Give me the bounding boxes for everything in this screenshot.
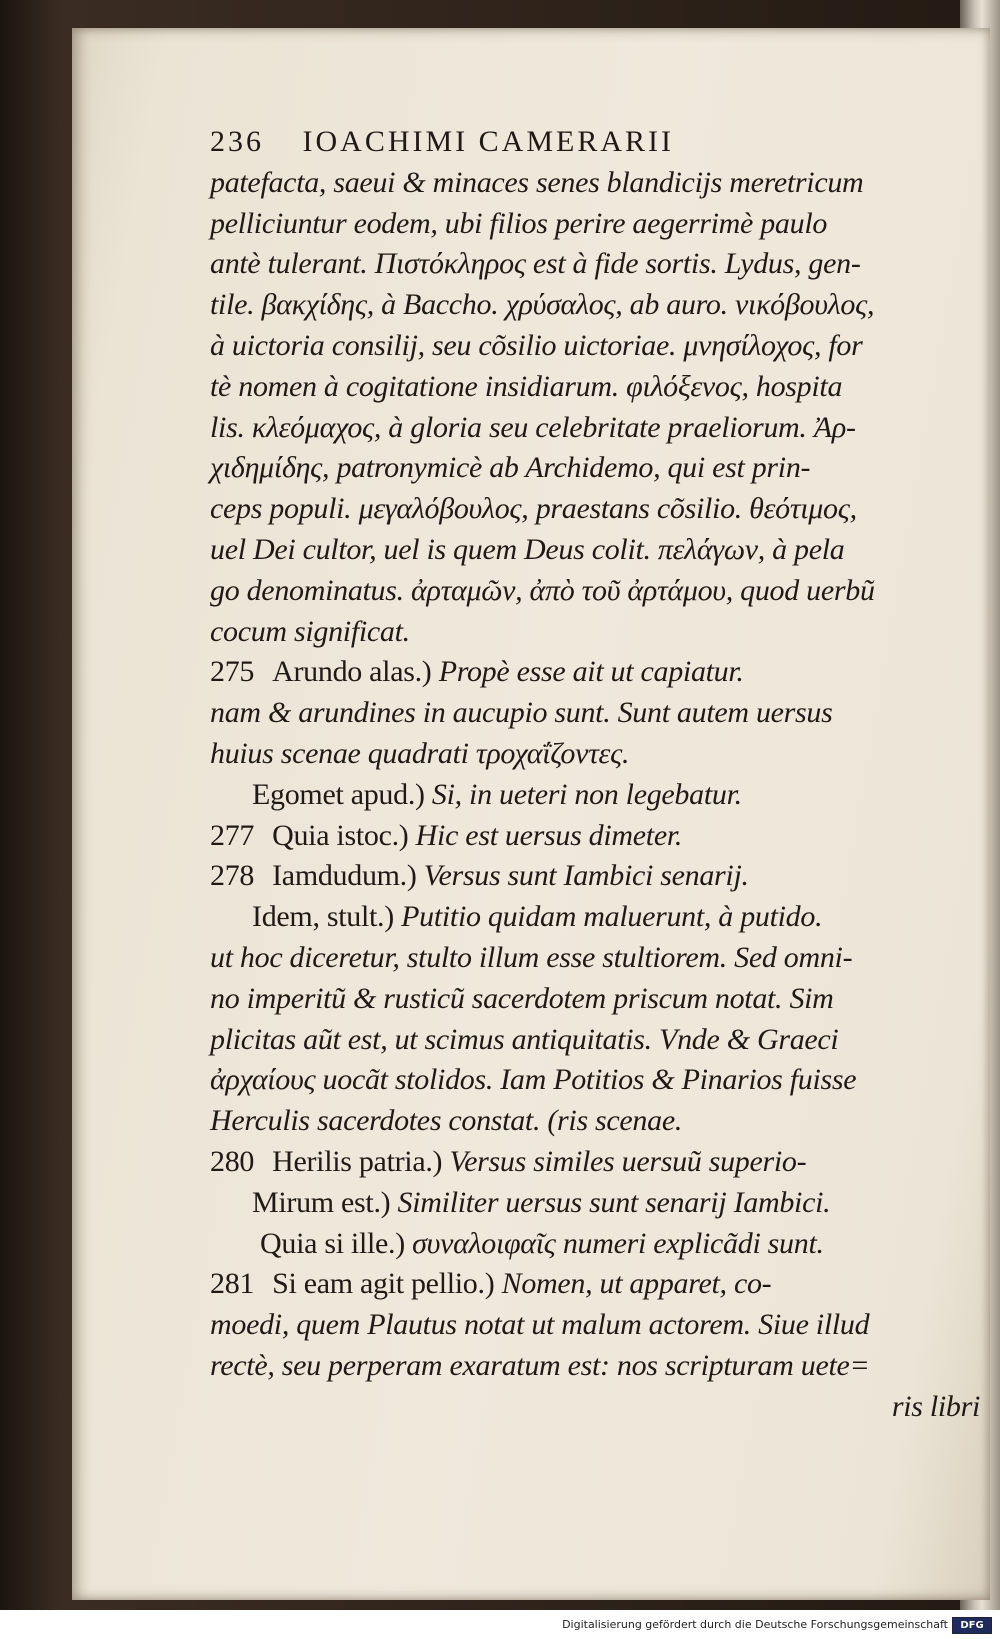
commentary-text: χιδημίδης, patronymicè ab Archidemo, qui est prin- [210, 451, 811, 485]
footer-bar [0, 1610, 1000, 1639]
text-line [210, 1183, 980, 1224]
commentary-text: pelliciuntur eodem, ubi filios perire aegerrimè paulo [210, 206, 828, 240]
running-title: IOACHIMI CAMERARII [302, 125, 674, 158]
commentary-text: nam & arundines in aucupio sunt. Sunt autem uersus [210, 696, 833, 730]
commentary-text: συναλοιφαῖς numeri explicãdi sunt. [404, 1226, 824, 1260]
commentary-text: tile. βακχίδης, à Baccho. χρύσαλος, ab auro. νικόβουλος, [210, 288, 875, 322]
lemma: Arundo alas.) [272, 655, 432, 689]
text-line [210, 1264, 980, 1305]
lemma: Quia istoc.) [272, 818, 409, 852]
commentary-text: tè nomen à cogitatione insidiarum. φιλόξενος, hospita [210, 369, 843, 403]
commentary-text: huius scenae quadrati τροχαΐζοντες. [210, 736, 630, 770]
commentary-text: moedi, quem Plautus notat ut malum actorem. Siue illud [210, 1308, 870, 1342]
commentary-text: go denominatus. ἀρταμῶν, ἀπὸ τοῦ ἀρτάμου, quod uerbũ [210, 573, 875, 607]
commentary-text: Si, in ueteri non legebatur. [424, 777, 742, 811]
commentary-text: plicitas aũt est, ut scimus antiquitatis. Vnde & Graeci [210, 1022, 839, 1056]
dfg-logo-icon: DFG [952, 1617, 992, 1634]
commentary-text: uel Dei cultor, uel is quem Deus colit. πελάγων, à pela [210, 532, 845, 566]
text-line [210, 489, 980, 530]
text-line [210, 204, 980, 245]
lemma: Si eam agit pellio.) [272, 1267, 495, 1301]
commentary-text: antè tulerant. Πιστόκληρος est à fide sortis. Lydus, gen- [210, 247, 861, 281]
commentary-text: rectè, seu perperam exaratum est: nos scripturam uete= [210, 1348, 870, 1382]
commentary-text: ris libri [891, 1389, 980, 1423]
text-line [210, 1387, 980, 1428]
text-line [210, 734, 980, 775]
text-lines [210, 163, 980, 1428]
commentary-text: Nomen, ut apparet, co- [494, 1267, 772, 1301]
text-line [210, 1305, 980, 1346]
text-line [210, 938, 980, 979]
text-line [210, 408, 980, 449]
commentary-text: no imperitũ & rusticũ sacerdotem priscum notat. Sim [210, 981, 834, 1015]
text-line [210, 1020, 980, 1061]
text-line [210, 1101, 980, 1142]
verse-number: 278 [210, 859, 255, 893]
commentary-text: patefacta, saeui & minaces senes blandicijs meretricum [210, 165, 864, 199]
commentary-text: Versus sunt Iambici senarij. [416, 859, 749, 893]
text-line [210, 979, 980, 1020]
verse-number: 281 [210, 1267, 255, 1301]
text-line [210, 693, 980, 734]
text-line [210, 652, 980, 693]
text-line [210, 897, 980, 938]
commentary-text: ut hoc diceretur, stulto illum esse stultiorem. Sed omni- [210, 940, 853, 974]
verse-number: 275 [210, 655, 255, 689]
text-line [210, 367, 980, 408]
lemma: Idem, stult.) [252, 900, 394, 934]
text-line [210, 1224, 980, 1265]
commentary-text: ceps populi. μεγαλόβουλος, praestans cõsilio. θεότιμος, [210, 492, 857, 526]
text-line [210, 775, 980, 816]
commentary-text: Similiter uersus sunt senarij Iambici. [390, 1185, 831, 1219]
commentary-text: Putitio quidam maluerunt, à putido. [393, 900, 823, 934]
text-line [210, 1142, 980, 1183]
text-line [210, 163, 980, 204]
text-line [210, 612, 980, 653]
commentary-text: Hic est uersus dimeter. [408, 818, 683, 852]
commentary-text: ἀρχαίους uocãt stolidos. Iam Potitios & Pinarios fuisse [210, 1063, 857, 1097]
lemma: Egomet apud.) [252, 777, 425, 811]
running-head [210, 122, 980, 163]
lemma: Quia si ille.) [260, 1226, 405, 1260]
text-line [210, 448, 980, 489]
text-line [210, 856, 980, 897]
text-line [210, 244, 980, 285]
lemma: Iamdudum.) [272, 859, 417, 893]
text-line [210, 285, 980, 326]
verse-number: 280 [210, 1144, 255, 1178]
commentary-text: Versus similes uersuũ superio- [442, 1144, 807, 1178]
funding-credit: Digitalisierung gefördert durch die Deutsche Forschungsgemeinschaft [562, 1618, 948, 1631]
text-line [210, 571, 980, 612]
commentary-text: Propè esse ait ut capiatur. [431, 655, 744, 689]
text-line [210, 816, 980, 857]
page-number: 236 [210, 125, 264, 158]
lemma: Herilis patria.) [272, 1144, 443, 1178]
lemma: Mirum est.) [252, 1185, 391, 1219]
text-line [210, 1346, 980, 1387]
page-text [210, 122, 980, 1428]
commentary-text: lis. κλεόμαχος, à gloria seu celebritate praeliorum. Ἀρ- [210, 410, 856, 444]
commentary-text: à uictoria consilij, seu cõsilio uictoriae. μνησίλοχος, for [210, 328, 863, 362]
verse-number: 277 [210, 818, 255, 852]
text-line [210, 1060, 980, 1101]
text-line [210, 326, 980, 367]
commentary-text: Herculis sacerdotes constat. (ris scenae. [210, 1104, 683, 1138]
commentary-text: cocum significat. [210, 614, 410, 648]
text-line [210, 530, 980, 571]
